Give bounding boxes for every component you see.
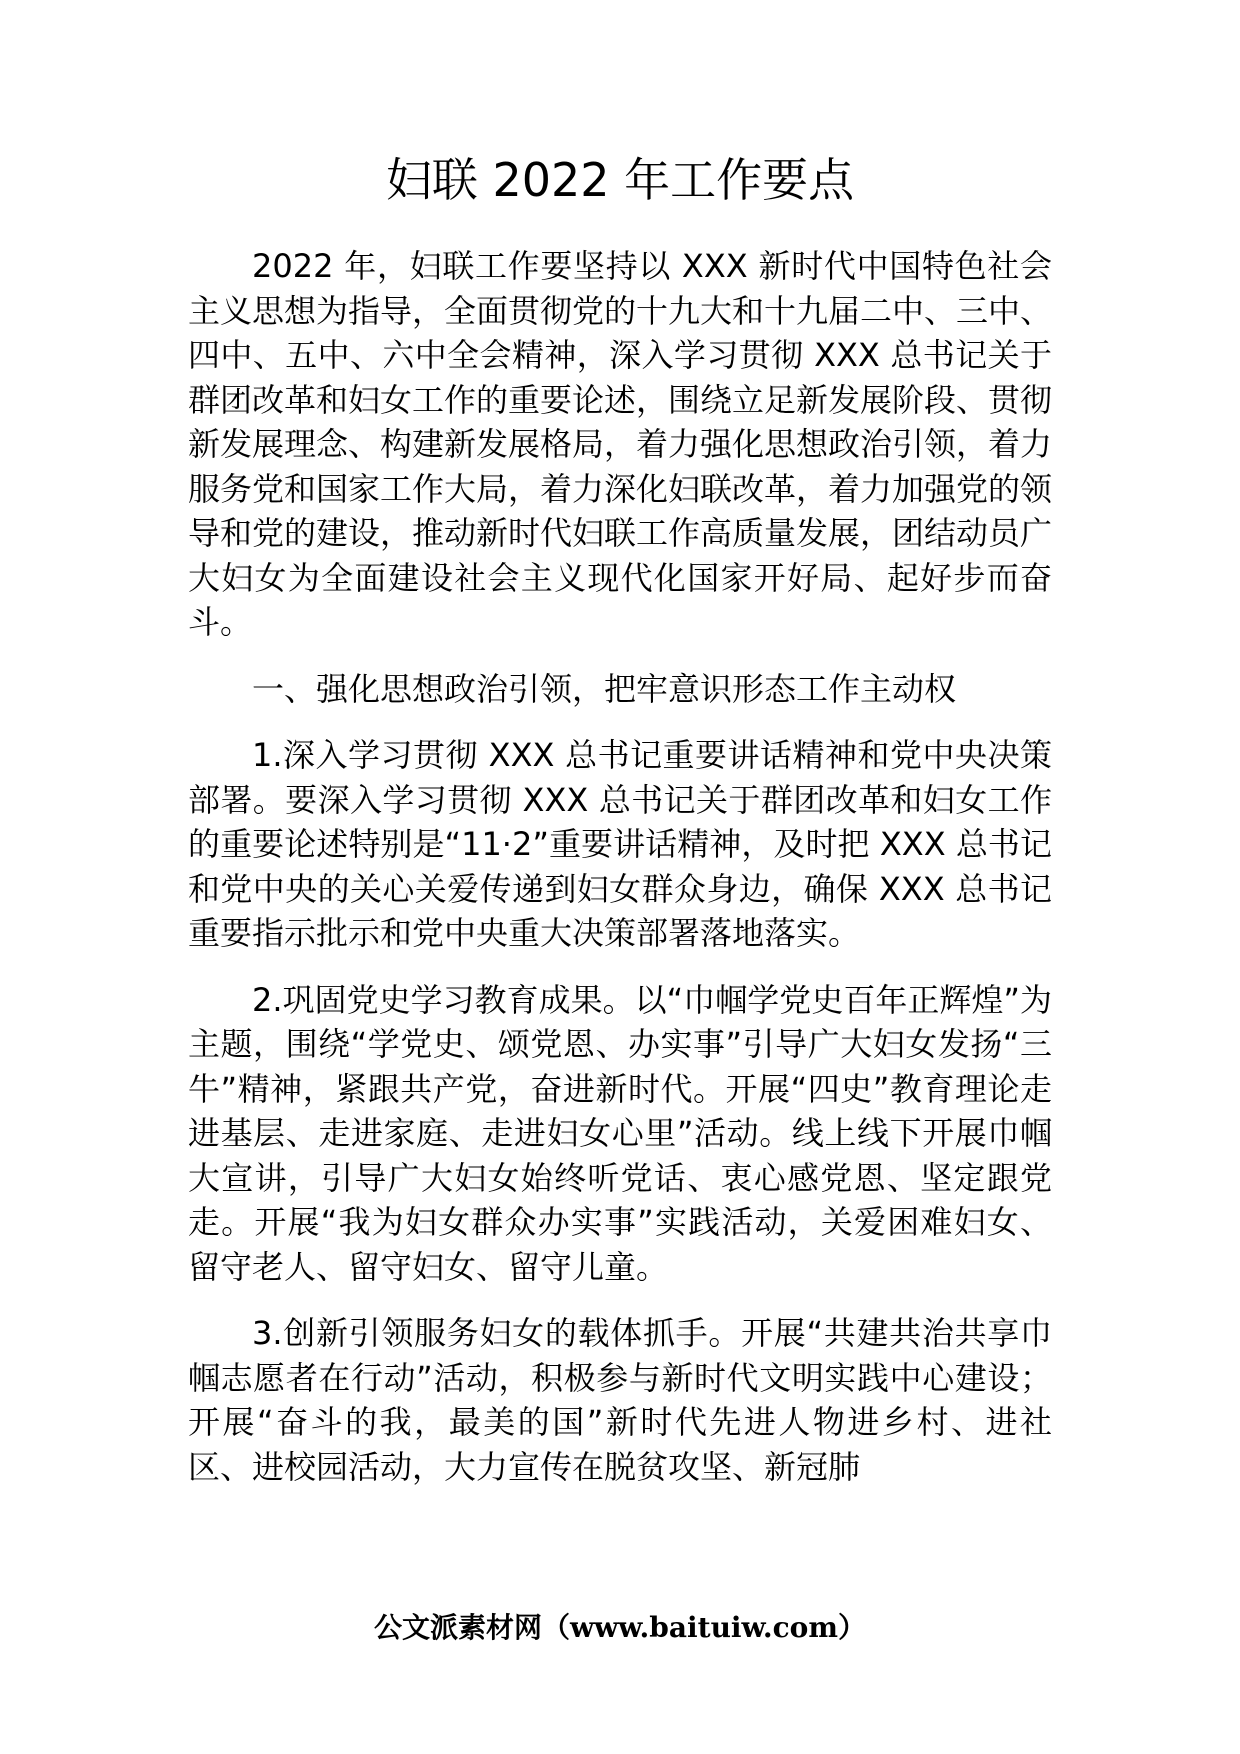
document-body (188, 244, 1052, 1511)
document-title: 妇联 2022 年工作要点 (385, 153, 855, 207)
intro-paragraph: 2022 年，妇联工作要坚持以 XXX 新时代中国特色社会主义思想为指导，全面贯彻党的十九大和十九届二中、三中、四中、五中、六中全会精神，深入学习贯彻 XXX 总书记关于群团改革和妇女工作的重要论述，围绕立足新发展阶段、贯彻新发展理念、构建新发展格局，着力强化思想政治引领，着力服务党和国家工作大局，着力深化妇联改革，着力加强党的领导和党的建设，推动新时代妇联工作高质量发展，团结动员广大妇女为全面建设社会主义现代化国家开好局、起好步而奋斗。 (188, 247, 1053, 641)
footer-watermark: 公文派素材网（www.baituiw.com） (374, 1611, 866, 1644)
section-heading-1: 一、强化思想政治引领，把牢意识形态工作主动权 (252, 669, 957, 708)
item-paragraph-1: 1.深入学习贯彻 XXX 总书记重要讲话精神和党中央决策部署。要深入学习贯彻 XXX 总书记关于群团改革和妇女工作的重要论述特别是“11·2”重要讲话精神，及时把 XXX 总书记和党中央的关心关爱传递到妇女群众身边，确保 XXX 总书记重要指示批示和党中央重大决策部署落地落实。 (188, 736, 1052, 952)
item-paragraph-2: 2.巩固党史学习教育成果。以“巾帼学党史百年正辉煌”为主题，围绕“学党史、颂党恩、办实事”引导广大妇女发扬“三牛”精神，紧跟共产党，奋进新时代。开展“四史”教育理论走进基层、走进家庭、走进妇女心里”活动。线上线下开展巾帼大宣讲，引导广大妇女始终听党话、衷心感党恩、坚定跟党走。开展“我为妇女群众办实事”实践活动，关爱困难妇女、留守老人、留守妇女、留守儿童。 (188, 980, 1052, 1286)
item-paragraph-3: 3.创新引领服务妇女的载体抓手。开展“共建共治共享巾帼志愿者在行动”活动，积极参与新时代文明实践中心建设；开展“奋斗的我，最美的国”新时代先进人物进乡村、进社区、进校园活动，大力宣传在脱贫攻坚、新冠肺 (188, 1314, 1052, 1486)
